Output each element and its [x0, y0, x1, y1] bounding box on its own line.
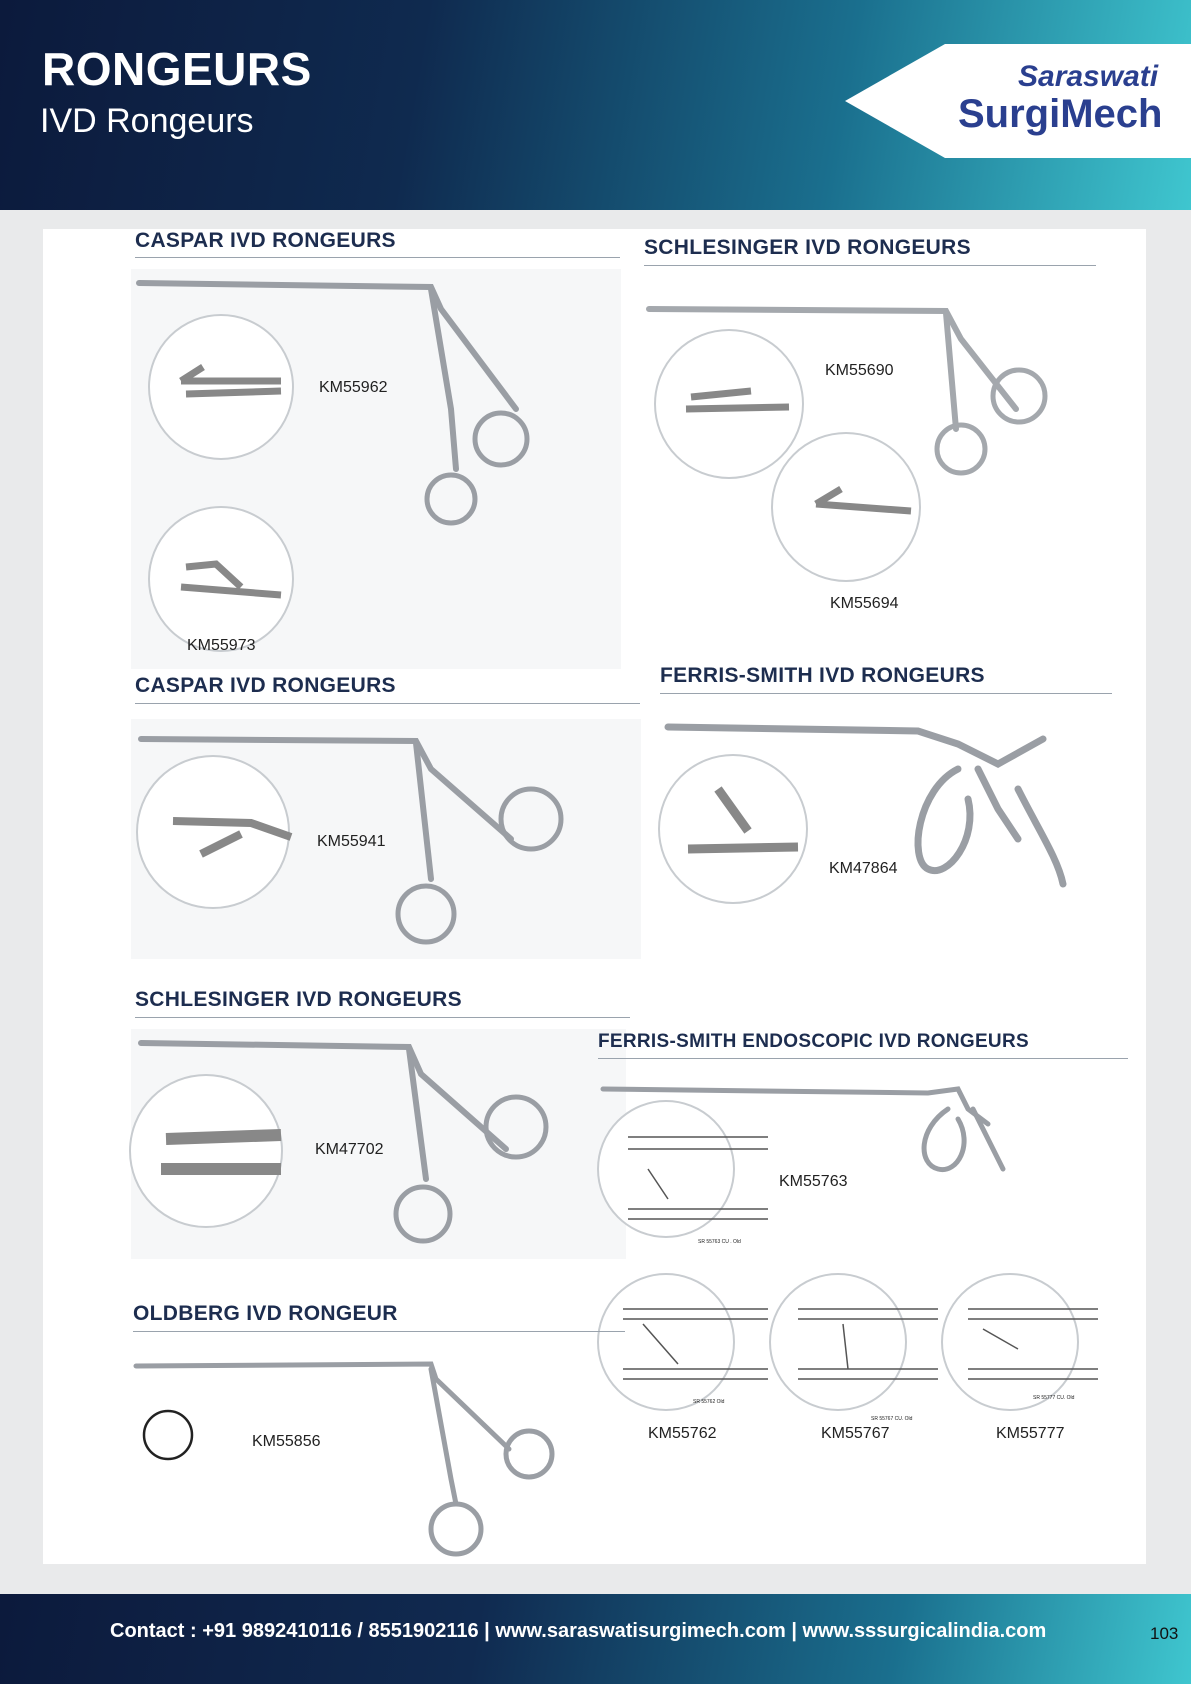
section-rule	[135, 703, 640, 704]
page-subtitle: IVD Rongeurs	[40, 102, 254, 140]
product-code: KM55777	[996, 1425, 1065, 1442]
product-code: KM55767	[821, 1425, 890, 1442]
rongeur-illustration	[658, 709, 1158, 959]
logo-text-surgimech: SurgiMech	[958, 92, 1163, 136]
product-code: KM55941	[317, 833, 386, 850]
product-code: KM55690	[825, 362, 894, 379]
logo-text-saraswati: Saraswati	[1018, 60, 1159, 93]
section-rule	[135, 257, 620, 258]
product-code: KM55962	[319, 379, 388, 396]
drawing-label: SR 55767 CU. Old	[871, 1416, 913, 1422]
section-title-ferris-smith: FERRIS-SMITH IVD RONGEURS	[660, 664, 985, 687]
content-panel	[43, 229, 1146, 1564]
section-rule	[660, 693, 1112, 694]
product-code: KM47864	[829, 860, 898, 877]
product-code: KM55973	[187, 637, 256, 654]
rongeur-illustration	[131, 269, 621, 669]
section-rule	[598, 1058, 1128, 1059]
section-rule	[133, 1331, 625, 1332]
product-image-caspar-2	[131, 719, 641, 959]
section-title-caspar-1: CASPAR IVD RONGEURS	[135, 229, 396, 252]
section-rule	[135, 1017, 630, 1018]
drawing-label: SR 55777 CU. Old	[1033, 1395, 1075, 1401]
product-code: KM55694	[830, 595, 899, 612]
product-code: KM47702	[315, 1141, 384, 1158]
section-title-schlesinger-2: SCHLESINGER IVD RONGEURS	[135, 988, 462, 1011]
section-title-ferris-smith-endoscopic: FERRIS-SMITH ENDOSCOPIC IVD RONGEURS	[598, 1031, 1029, 1052]
section-title-schlesinger-1: SCHLESINGER IVD RONGEURS	[644, 236, 971, 259]
section-title-caspar-2: CASPAR IVD RONGEURS	[135, 674, 396, 697]
contact-info: Contact : +91 9892410116 / 8551902116 | www.saraswatisurgimech.com | www.sssurgicalindia.com	[110, 1620, 1047, 1642]
drawing-label: SR 55763 CU . Old	[698, 1239, 741, 1245]
section-rule	[644, 265, 1096, 266]
rongeur-illustration	[131, 1339, 631, 1564]
product-image-caspar-1	[131, 269, 621, 669]
rongeur-illustration	[131, 719, 641, 959]
product-code: KM55762	[648, 1425, 717, 1442]
drawing-label: SR 55762 Old	[693, 1399, 725, 1405]
product-code: KM55763	[779, 1173, 848, 1190]
product-code: KM55856	[252, 1433, 321, 1450]
page-number: 103	[1150, 1624, 1179, 1643]
section-title-oldberg: OLDBERG IVD RONGEUR	[133, 1302, 398, 1325]
endoscopic-rongeur-illustration	[598, 1069, 1128, 1439]
rongeur-illustration	[641, 279, 1141, 609]
page-title: RONGEURS	[42, 43, 312, 95]
